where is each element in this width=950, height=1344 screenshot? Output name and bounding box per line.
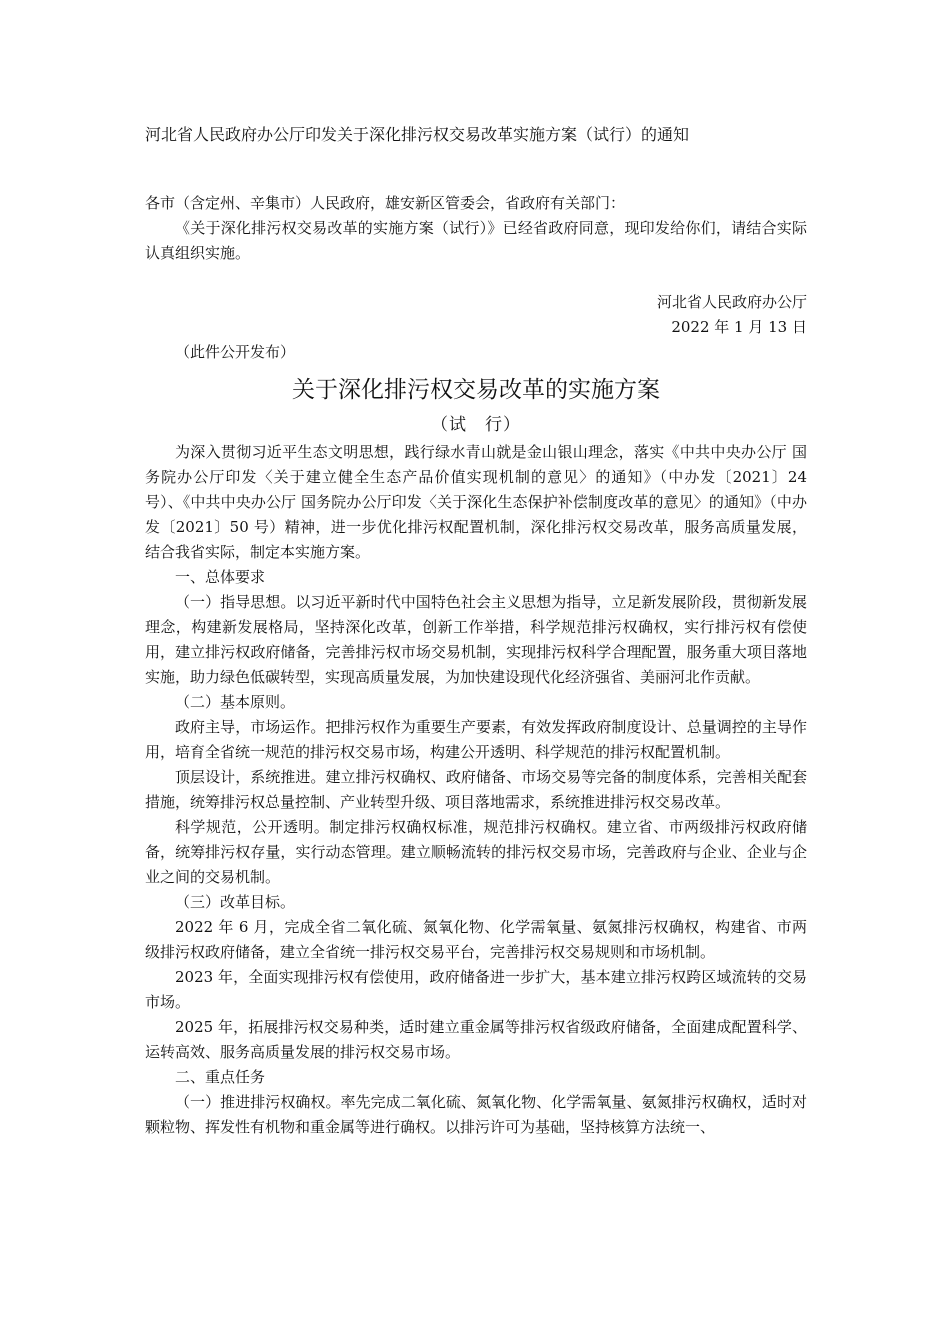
notice-date: 2022 年 1 月 13 日 — [671, 318, 807, 336]
plan-block — [145, 368, 807, 1140]
principle-paragraph-3: 科学规范，公开透明。制定排污权确权标准，规范排污权确权。建立省、市两级排污权政府储备，统筹排污权存量，实行动态管理。建立顺畅流转的排污权交易市场，完善政府与企业、企业与企业之间的交易机制。 — [145, 818, 807, 886]
publication-note: （此件公开发布） — [175, 343, 296, 361]
goal-paragraph-2023: 2023 年，全面实现排污权有偿使用，政府储备进一步扩大，基本建立排污权跨区域流转的交易市场。 — [145, 968, 807, 1011]
notice-body-block — [145, 191, 807, 266]
section-heading-1: 一、总体要求 — [175, 568, 266, 586]
notice-recipients: 各市（含定州、辛集市）人民政府，雄安新区管委会，省政府有关部门： — [145, 194, 626, 212]
notice-title: 河北省人民政府办公厅印发关于深化排污权交易改革实施方案（试行）的通知 — [145, 125, 690, 144]
plan-intro: 为深入贯彻习近平生态文明思想，践行绿水青山就是金山银山理念，落实《中共中央办公厅 国务院办公厅印发〈关于建立健全生态产品价值实现机制的意见〉的通知》（中办发〔2021〕24 号）、《中共中央办公厅 国务院办公厅印发〈关于深化生态保护补偿制度改革的意见〉的通知》（中办发〔2021〕50 号）精神，进一步优化排污权配置机制，深化排污权交易改革，服务高质量发展，结合我省实际，制定本实施方案。 — [145, 443, 807, 561]
goal-paragraph-2025: 2025 年，拓展排污权交易种类，适时建立重金属等排污权省级政府储备，全面建成配置科学、运转高效、服务高质量发展的排污权交易市场。 — [145, 1018, 807, 1061]
subsection-reform-goals: （三）改革目标。 — [175, 893, 296, 911]
plan-subtitle: （试 行） — [431, 415, 521, 435]
subsection-rights-confirmation: （一）推进排污权确权。率先完成二氧化硫、氮氧化物、化学需氧量、氨氮排污权确权，适时对颗粒物、挥发性有机物和重金属等进行确权。以排污许可为基础，坚持核算方法统一、 — [145, 1093, 807, 1136]
section-heading-2: 二、重点任务 — [175, 1068, 266, 1086]
principle-paragraph-2: 顶层设计，系统推进。建立排污权确权、政府储备、市场交易等完备的制度体系，完善相关配套措施，统筹排污权总量控制、产业转型升级、项目落地需求，系统推进排污权交易改革。 — [145, 768, 807, 811]
notice-issuer: 河北省人民政府办公厅 — [656, 293, 807, 311]
notice-body: 《关于深化排污权交易改革的实施方案（试行）》已经省政府同意，现印发给你们，请结合实际认真组织实施。 — [145, 219, 807, 262]
principle-paragraph-1: 政府主导，市场运作。把排污权作为重要生产要素，有效发挥政府制度设计、总量调控的主导作用，培育全省统一规范的排污权交易市场，构建公开透明、科学规范的排污权配置机制。 — [145, 718, 807, 761]
subsection-basic-principles: （二）基本原则。 — [175, 693, 296, 711]
goal-paragraph-2022: 2022 年 6 月，完成全省二氧化硫、氮氧化物、化学需氧量、氨氮排污权确权，构建省、市两级排污权政府储备，建立全省统一排污权交易平台，完善排污权交易规则和市场机制。 — [145, 918, 807, 961]
notice-signature-block — [145, 290, 807, 365]
subsection-guiding-ideology: （一）指导思想。以习近平新时代中国特色社会主义思想为指导，立足新发展阶段，贯彻新发展理念，构建新发展格局，坚持深化改革，创新工作举措，科学规范排污权确权，实行排污权有偿使用，建立排污权政府储备，完善排污权市场交易机制，实现排污权科学合理配置，服务重大项目落地实施，助力绿色低碳转型，实现高质量发展，为加快建设现代化经济强省、美丽河北作贡献。 — [145, 593, 807, 686]
plan-title: 关于深化排污权交易改革的实施方案 — [292, 377, 660, 403]
